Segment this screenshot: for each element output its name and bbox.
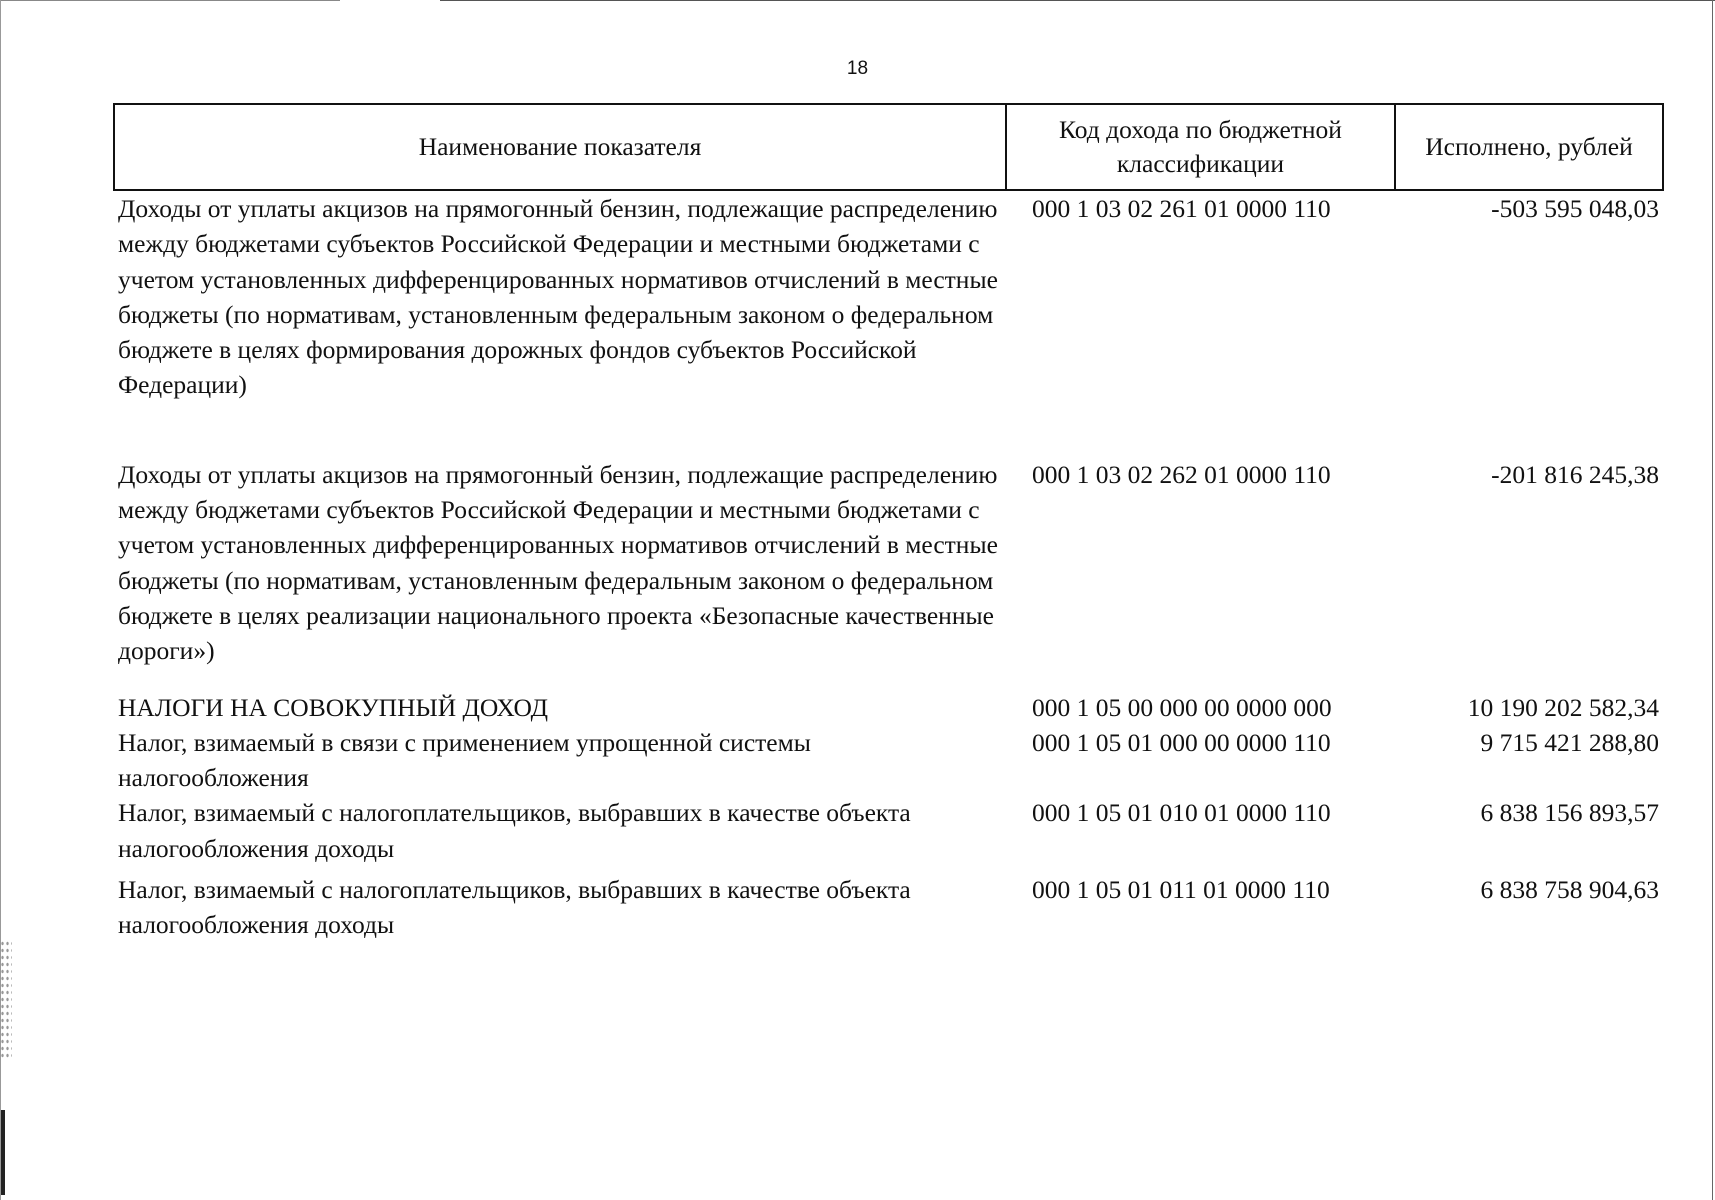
row-name: Налог, взимаемый с налогоплательщиков, выбравших в качестве объекта налогообложения доходы [118, 875, 911, 940]
scan-edge-top [440, 0, 1715, 1]
header-executed: Исполнено, рублей [1395, 104, 1663, 190]
row-executed: -503 595 048,03 [1491, 194, 1659, 223]
row-code: 000 1 05 01 011 01 0000 110 [1032, 875, 1330, 905]
scan-noise [0, 940, 12, 1060]
row-executed: -201 816 245,38 [1491, 459, 1659, 489]
header-row [114, 104, 1663, 190]
table-row [114, 669, 1663, 725]
row-executed: 6 838 156 893,57 [1480, 798, 1659, 828]
table-row [114, 457, 1663, 669]
row-name: НАЛОГИ НА СОВОКУПНЫЙ ДОХОД [118, 692, 549, 722]
row-name: Налог, взимаемый в связи с применением упрощенной системы налогообложения [118, 727, 811, 793]
row-name: Налог, взимаемый с налогоплательщиков, выбравших в качестве объекта налогообложения доходы [118, 798, 911, 863]
scan-edge-right [1712, 0, 1713, 1200]
table-body [114, 190, 1663, 943]
binder-mark [1, 1110, 5, 1195]
row-code: 000 1 03 02 262 01 0000 110 [1032, 459, 1331, 489]
row-executed: 10 190 202 582,34 [1467, 692, 1659, 722]
page-number: 18 [846, 58, 869, 79]
row-code: 000 1 05 01 010 01 0000 110 [1032, 798, 1331, 828]
header-name: Наименование показателя [114, 104, 1006, 190]
scan-edge-top-left [0, 0, 340, 1]
table-row [114, 190, 1663, 457]
row-executed: 9 715 421 288,80 [1480, 727, 1659, 757]
table-header [114, 104, 1663, 190]
table-row [114, 795, 1663, 866]
table-row [114, 725, 1663, 796]
row-executed: 6 838 758 904,63 [1480, 875, 1659, 905]
header-code: Код дохода по бюджетной классификации [1006, 104, 1395, 190]
table-row [114, 866, 1663, 943]
row-code: 000 1 05 00 000 00 0000 000 [1032, 692, 1332, 722]
row-code: 000 1 05 01 000 00 0000 110 [1032, 727, 1331, 757]
revenue-table [113, 103, 1664, 943]
row-name: Доходы от уплаты акцизов на прямогонный бензин, подлежащие распределению между бюджетами субъектов Российской Федерации и местными бюджетами с учетом установленных дифференцированных нормативов отчислений в местные бюджеты (по нормативам, установленным федеральным законом о федеральном бюджете в целях формирования дорожных фондов субъектов Российской Федерации) [118, 194, 998, 400]
row-name: Доходы от уплаты акцизов на прямогонный бензин, подлежащие распределению между бюджетами субъектов Российской Федерации и местными бюджетами с учетом установленных дифференцированных нормативов отчислений в местные бюджеты (по нормативам, установленным федеральным законом о федеральном бюджете в целях реализации национального проекта «Безопасные качественные дороги») [118, 459, 998, 666]
row-code: 000 1 03 02 261 01 0000 110 [1032, 194, 1331, 223]
